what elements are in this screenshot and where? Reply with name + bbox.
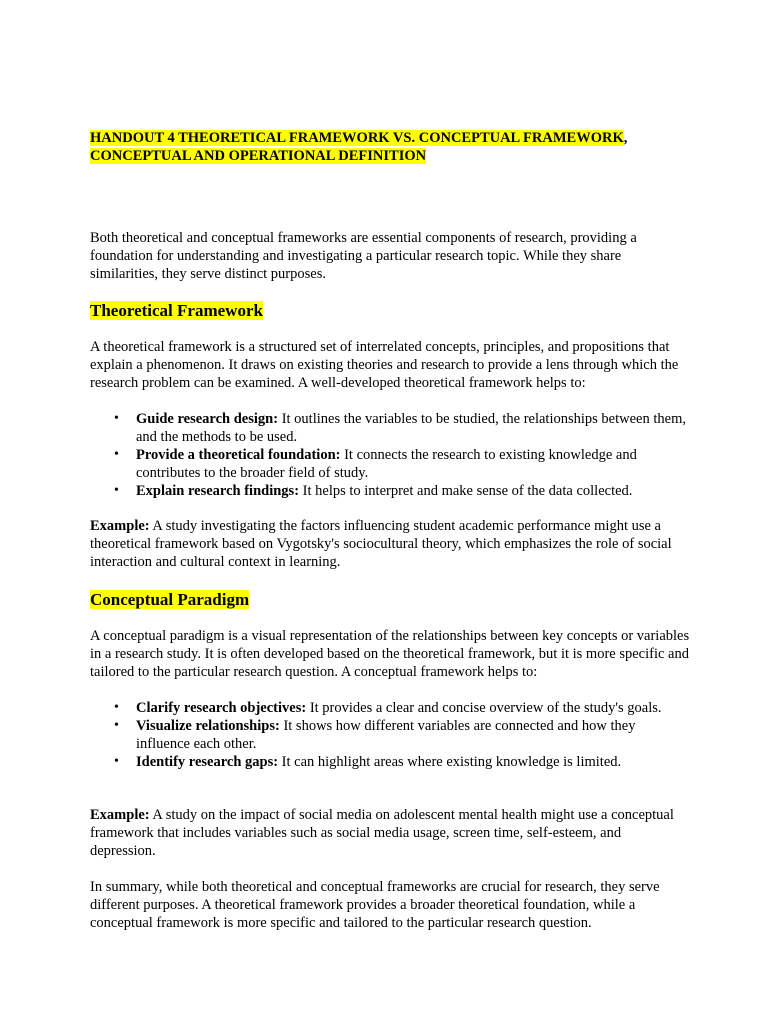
list-item — [90, 717, 690, 753]
theoretical-paragraph: A theoretical framework is a structured set of interrelated concepts, principles, and propositions that explain a phenomenon. It draws on existing theories and research to provide a lens through which the research problem can be examined. A well-developed theoretical framework helps to: — [90, 339, 679, 391]
bullet-label: Provide a theoretical foundation: — [136, 447, 341, 463]
theoretical-heading — [90, 300, 690, 321]
bullet-text: It outlines the variables to be studied, the relationships between them, and the methods to be used. — [136, 411, 686, 445]
title-comma: , — [623, 130, 628, 146]
bullet-text: It connects the research to existing knowledge and contributes to the broader field of study. — [136, 447, 637, 481]
bullet-label: Guide research design: — [136, 411, 279, 427]
bullet-text: It helps to interpret and make sense of the data collected. — [299, 483, 633, 499]
theoretical-heading-text: Theoretical Framework — [90, 301, 263, 320]
bullet-icon: • — [114, 754, 119, 769]
list-item — [90, 699, 690, 717]
example-label: Example: — [90, 518, 150, 534]
bullet-label: Explain research findings: — [136, 483, 300, 499]
example-label: Example: — [90, 807, 150, 823]
bullet-label: Identify research gaps: — [136, 754, 279, 770]
intro-paragraph: Both theoretical and conceptual frameworks are essential components of research, providing a foundation for understanding and investigating a particular research topic. While they share similarities, they serve distinct purposes. — [90, 230, 637, 282]
example-text: A study investigating the factors influencing student academic performance might use a theoretical framework based on Vygotsky's sociocultural theory, which emphasizes the role of social interaction and cultural context in learning. — [90, 518, 672, 570]
summary-paragraph: In summary, while both theoretical and conceptual frameworks are crucial for research, they serve different purposes. A theoretical framework provides a broader theoretical foundation, while a conceptual framework is more specific and tailored to the particular research question. — [90, 879, 660, 931]
bullet-icon: • — [114, 411, 119, 426]
conceptual-heading — [90, 589, 690, 610]
bullet-icon: • — [114, 483, 119, 498]
bullet-icon: • — [114, 718, 119, 733]
bullet-label: Visualize relationships: — [136, 718, 280, 734]
bullet-text: It shows how different variables are connected and how they influence each other. — [136, 718, 636, 752]
theoretical-bullet-list — [90, 410, 690, 500]
handout-title — [90, 129, 690, 165]
conceptual-heading-text: Conceptual Paradigm — [90, 590, 250, 609]
theoretical-example — [90, 517, 690, 571]
bullet-icon: • — [114, 700, 119, 715]
list-item — [90, 410, 690, 446]
bullet-icon: • — [114, 447, 119, 462]
conceptual-example — [90, 806, 690, 860]
bullet-text: It provides a clear and concise overview of the study's goals. — [306, 700, 662, 716]
list-item — [90, 753, 690, 771]
list-item — [90, 482, 690, 500]
list-item — [90, 446, 690, 482]
conceptual-paragraph: A conceptual paradigm is a visual representation of the relationships between key concepts or variables in a research study. It is often developed based on the theoretical framework, but it is more specific and tailored to the particular research question. A conceptual framework helps to: — [90, 628, 690, 680]
title-line-2: CONCEPTUAL AND OPERATIONAL DEFINITION — [90, 148, 427, 164]
example-text: A study on the impact of social media on adolescent mental health might use a conceptual framework that includes variables such as social media usage, screen time, self-esteem, and depression. — [90, 807, 674, 859]
title-line-1: HANDOUT 4 THEORETICAL FRAMEWORK VS. CONCEPTUAL FRAMEWORK — [90, 130, 624, 146]
bullet-label: Clarify research objectives: — [136, 700, 307, 716]
bullet-text: It can highlight areas where existing knowledge is limited. — [278, 754, 622, 770]
conceptual-bullet-list — [90, 699, 690, 771]
